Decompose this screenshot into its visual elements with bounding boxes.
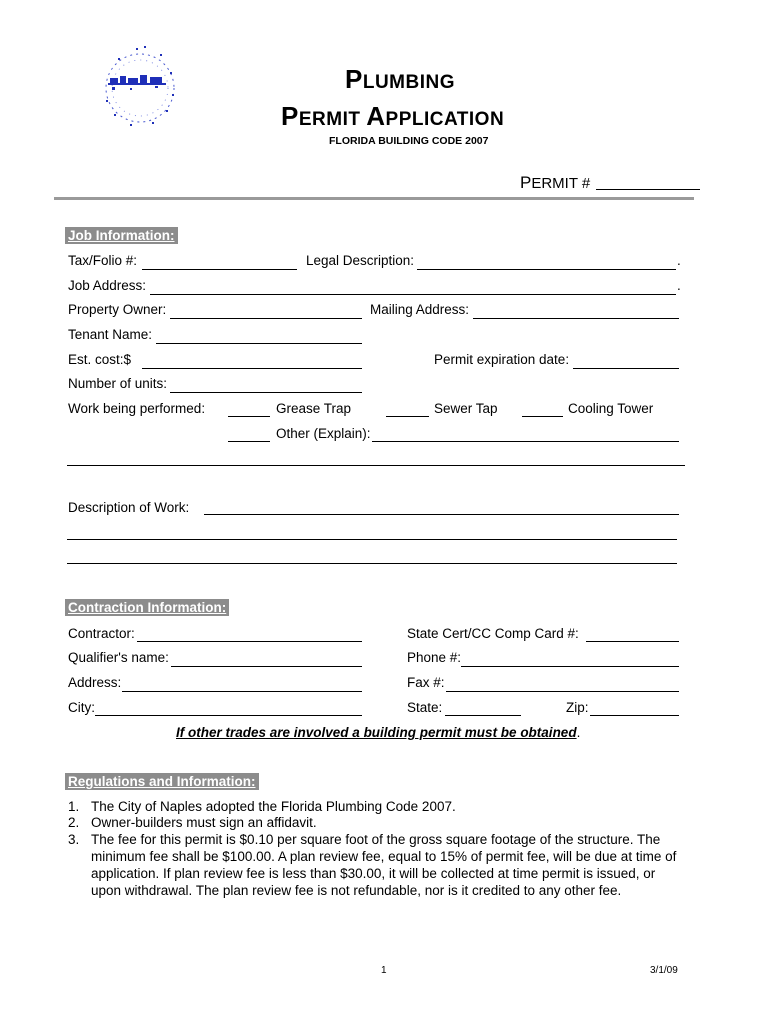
page-subtitle: FLORIDA BUILDING CODE 2007 [329, 135, 489, 147]
qualifier-name-label: Qualifier's name: [68, 650, 169, 665]
description-of-work-label: Description of Work: [68, 500, 190, 515]
state-cert-field[interactable] [586, 641, 679, 642]
state-field[interactable] [445, 715, 521, 716]
zip-field[interactable] [590, 715, 679, 716]
qualifier-name-field[interactable] [171, 666, 362, 667]
permit-number-field[interactable] [596, 189, 700, 190]
city-seal-logo [100, 42, 180, 132]
sewer-tap-checkbox[interactable] [386, 416, 429, 417]
address-label: Address: [68, 675, 122, 690]
fax-field[interactable] [446, 691, 679, 692]
grease-trap-checkbox[interactable] [228, 416, 270, 417]
other-checkbox[interactable] [228, 441, 270, 442]
other-explain-line2[interactable] [67, 465, 685, 466]
fax-label: Fax #: [407, 675, 445, 690]
state-cert-label: State Cert/CC Comp Card #: [407, 626, 579, 641]
regulation-item-1: 1. The City of Naples adopted the Florida Plumbing Code 2007. [68, 799, 456, 814]
revision-date: 3/1/09 [650, 965, 678, 976]
description-of-work-line2[interactable] [67, 539, 677, 540]
job-address-label: Job Address: [68, 278, 147, 293]
est-cost-field[interactable] [142, 368, 362, 369]
tenant-name-label: Tenant Name: [68, 327, 153, 342]
permit-expiration-field[interactable] [573, 368, 679, 369]
job-address-field[interactable] [150, 294, 676, 295]
page-title-line2: PERMIT APPLICATION [281, 101, 505, 131]
contractor-label: Contractor: [68, 626, 135, 641]
work-being-performed-label: Work being performed: [68, 401, 206, 416]
header-divider [54, 197, 694, 200]
legal-description-period: . [677, 253, 681, 268]
regulation-item-3: 3. The fee for this permit is $0.10 per square foot of the gross square footage of the structure. The [68, 832, 661, 847]
regulations-header: Regulations and Information: [65, 773, 259, 790]
city-field[interactable] [95, 715, 362, 716]
cooling-tower-label: Cooling Tower [568, 401, 654, 416]
contractor-field[interactable] [137, 641, 362, 642]
number-of-units-label: Number of units: [68, 376, 168, 391]
regulation-item-3-line4: upon withdrawal. The plan review fee is not refundable, nor is it credited to any other fee. [91, 883, 622, 898]
page-number: 1 [381, 965, 387, 976]
legal-description-label: Legal Description: [306, 253, 415, 268]
tax-folio-label: Tax/Folio #: [68, 253, 138, 268]
other-explain-field[interactable] [372, 441, 679, 442]
regulation-item-2: 2. Owner-builders must sign an affidavit. [68, 815, 317, 830]
phone-label: Phone #: [407, 650, 462, 665]
permit-number-label: PERMIT # [520, 173, 591, 192]
phone-field[interactable] [461, 666, 679, 667]
other-explain-label: Other (Explain): [276, 426, 371, 441]
grease-trap-label: Grease Trap [276, 401, 352, 416]
property-owner-label: Property Owner: [68, 302, 167, 317]
tenant-name-field[interactable] [156, 343, 362, 344]
mailing-address-field[interactable] [473, 318, 679, 319]
legal-description-field[interactable] [417, 269, 676, 270]
zip-label: Zip: [566, 700, 589, 715]
regulation-item-3-line3: application. If plan review fee is less than $30.00, it will be collected at time permit is issued, or [91, 866, 656, 881]
property-owner-field[interactable] [170, 318, 362, 319]
description-of-work-field[interactable] [204, 514, 679, 515]
job-address-period: . [677, 278, 681, 293]
description-of-work-line3[interactable] [67, 563, 677, 564]
job-information-header: Job Information: [65, 227, 178, 244]
city-label: City: [68, 700, 95, 715]
sewer-tap-label: Sewer Tap [434, 401, 498, 416]
permit-expiration-label: Permit expiration date: [434, 352, 570, 367]
state-label: State: [407, 700, 443, 715]
page-title-line1: PLUMBING [345, 64, 455, 94]
mailing-address-label: Mailing Address: [370, 302, 470, 317]
trades-notice: If other trades are involved a building permit must be obtained. [176, 725, 581, 740]
address-field[interactable] [122, 691, 362, 692]
tax-folio-field[interactable] [142, 269, 297, 270]
est-cost-label: Est. cost:$ [68, 352, 132, 367]
regulation-item-3-line2: minimum fee shall be $100.00. A plan review fee, equal to 15% of permit fee, will be due at time of [91, 849, 677, 864]
cooling-tower-checkbox[interactable] [522, 416, 563, 417]
contraction-information-header: Contraction Information: [65, 599, 229, 616]
number-of-units-field[interactable] [170, 392, 362, 393]
